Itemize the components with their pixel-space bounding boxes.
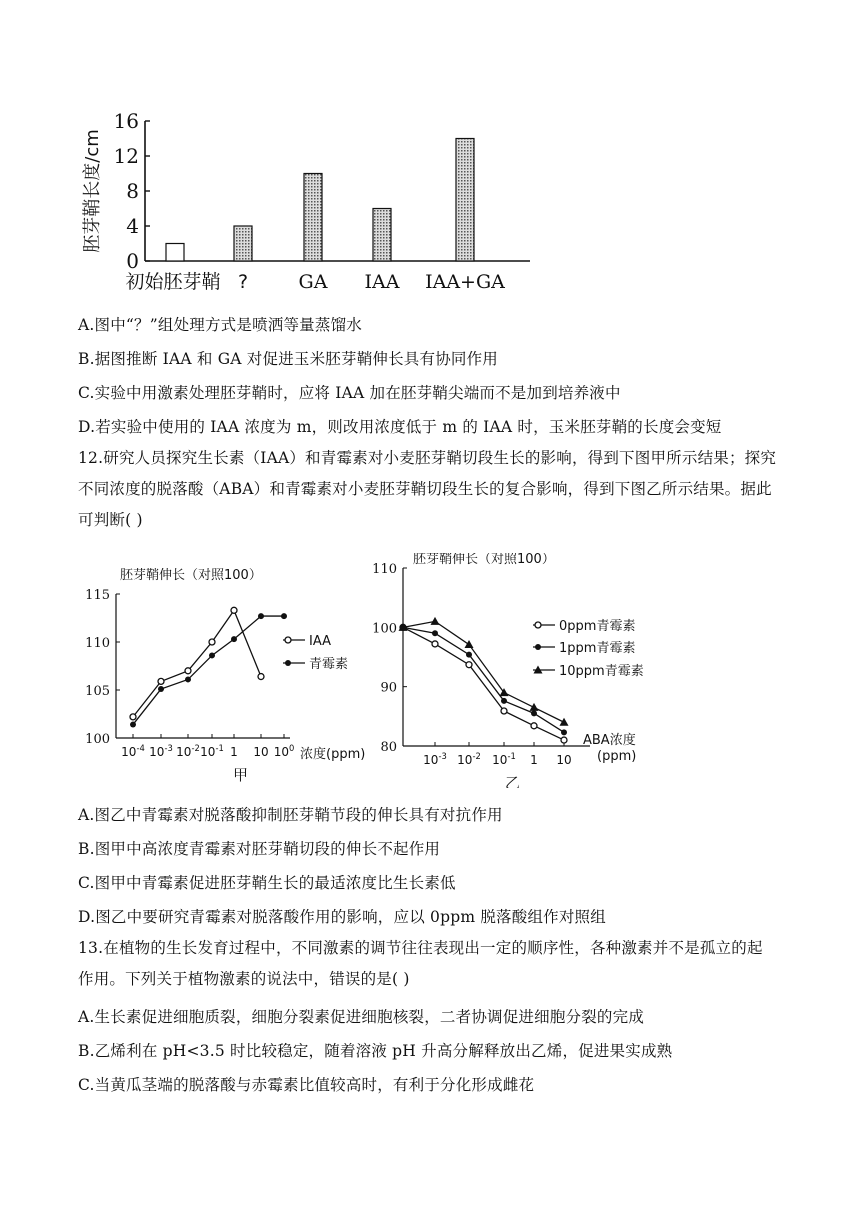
bar <box>304 174 322 262</box>
legend-marker <box>285 637 291 643</box>
y-tick-label: 105 <box>85 684 110 699</box>
y-tick-label: 80 <box>380 740 397 755</box>
panel-label: 甲 <box>233 766 249 784</box>
y-tick-label: 4 <box>126 214 139 238</box>
bar <box>166 244 184 262</box>
legend-label: IAA <box>309 634 331 649</box>
data-point <box>432 630 438 636</box>
panel-label: 乙 <box>505 774 521 788</box>
x-axis-label: ABA浓度 <box>583 733 636 748</box>
x-tick-label: 10 <box>556 753 572 767</box>
data-point <box>465 640 474 648</box>
x-tick-label: $10^{-3}$ <box>423 751 447 767</box>
legend-marker <box>285 660 291 666</box>
q12-stem: 12.研究人员探究生长素（IAA）和青霉素对小麦胚芽鞘切段生长的影响，得到下图甲所示结果；探究不同浓度的脱落酸（ABA）和青霉素对小麦胚芽鞘切段生长的复合影响，得到下图乙所示结果。据此可判断( ) <box>78 449 777 529</box>
x-tick-label: 初始胚芽鞘 <box>125 271 221 293</box>
series-0 <box>400 618 635 743</box>
data-point <box>209 639 215 645</box>
x-tick-label: $10^0$ <box>273 743 295 759</box>
chart-title: 胚芽鞘伸长（对照100） <box>413 553 555 567</box>
q11-option-d: D.若实验中使用的 IAA 浓度为 m，则改用浓度低于 m 的 IAA 时，玉米胚芽鞘的长度会变短 <box>78 418 722 436</box>
chart-title: 胚芽鞘伸长（对照100） <box>120 568 262 583</box>
x-tick-label: 1 <box>530 753 538 767</box>
data-point <box>530 703 539 711</box>
series-line <box>403 627 564 732</box>
q13-option-a: A.生长素促进细胞质裂，细胞分裂素促进细胞核裂，二者协调促进细胞分裂的完成 <box>78 1008 645 1026</box>
data-point <box>130 722 136 728</box>
x-tick-label: $10^{-1}$ <box>200 743 224 759</box>
data-point <box>531 710 537 716</box>
legend-marker <box>535 622 541 628</box>
x-axis-label: 浓度(ppm) <box>300 747 366 762</box>
data-point <box>185 668 191 674</box>
y-tick-label: 16 <box>113 109 139 133</box>
data-point <box>185 676 191 682</box>
q13-option-c: C.当黄瓜茎端的脱落酸与赤霉素比值较高时，有利于分化形成雌花 <box>78 1076 535 1094</box>
line-chart-yi <box>365 553 665 788</box>
data-point <box>281 613 287 619</box>
x-tick-label: $10^{-2}$ <box>457 751 481 767</box>
x-tick-label: 1 <box>230 745 238 759</box>
bar <box>234 226 252 261</box>
data-point <box>561 737 567 743</box>
series-1 <box>130 613 348 727</box>
x-tick-label: $10^{-2}$ <box>176 743 200 759</box>
q13-stem: 13.在植物的生长发育过程中，不同激素的调节往往表现出一定的顺序性，各种激素并不是孤立的起作用。下列关于植物激素的说法中，错误的是( ) <box>78 939 763 988</box>
q12-option-b: B.图甲中高浓度青霉素对胚芽鞘切段的伸长不起作用 <box>78 840 441 858</box>
legend-marker <box>535 644 541 650</box>
series-line <box>403 627 564 740</box>
legend-label: 0ppm青霉素 <box>559 619 636 634</box>
data-point <box>466 662 472 668</box>
data-point <box>431 617 440 625</box>
series-line <box>133 616 284 724</box>
data-point <box>501 708 507 714</box>
line-chart-jia <box>78 568 368 788</box>
data-point <box>531 723 537 729</box>
x-axis-label-unit: (ppm) <box>597 749 637 764</box>
y-tick-label: 110 <box>85 636 110 651</box>
y-tick-label: 0 <box>126 249 139 273</box>
data-point <box>231 607 237 613</box>
y-tick-label: 100 <box>372 621 397 637</box>
data-point <box>466 652 472 658</box>
data-point <box>560 718 569 726</box>
q13-option-b: B.乙烯利在 pH<3.5 时比较稳定，随着溶液 pH 升高分解释放出乙烯，促进果实成熟 <box>78 1042 673 1060</box>
data-point <box>130 714 136 720</box>
bar-chart <box>80 108 540 298</box>
y-tick-label: 100 <box>85 732 110 747</box>
x-tick-label: $10^{-3}$ <box>149 743 173 759</box>
legend-label: 1ppm青霉素 <box>559 641 636 656</box>
y-tick-label: 110 <box>372 562 397 577</box>
bar <box>456 139 474 262</box>
data-point <box>501 698 507 704</box>
data-point <box>158 686 164 692</box>
bar <box>373 209 391 262</box>
q11-option-c: C.实验中用激素处理胚芽鞘时，应将 IAA 加在胚芽鞘尖端而不是加到培养液中 <box>78 384 621 402</box>
legend-label: 青霉素 <box>309 657 349 672</box>
x-tick-label: 10 <box>253 745 269 759</box>
data-point <box>561 729 567 735</box>
data-point <box>432 641 438 647</box>
legend-label: 10ppm青霉素 <box>559 664 644 679</box>
y-tick-label: 90 <box>380 680 397 696</box>
x-tick-label: ? <box>237 271 249 293</box>
y-axis-label: 胚芽鞘长度/cm <box>82 129 103 253</box>
y-tick-label: 12 <box>113 144 139 168</box>
x-tick-label: GA <box>298 271 328 293</box>
q12-option-a: A.图乙中青霉素对脱落酸抑制胚芽鞘节段的伸长具有对抗作用 <box>78 806 503 824</box>
data-point <box>158 678 164 684</box>
y-tick-label: 115 <box>85 588 110 603</box>
x-tick-label: $10^{-4}$ <box>121 743 145 759</box>
data-point <box>231 636 237 642</box>
q11-option-a: A.图中“？”组处理方式是喷洒等量蒸馏水 <box>78 316 362 334</box>
data-point <box>258 613 264 619</box>
q12-option-c: C.图甲中青霉素促进胚芽鞘生长的最适浓度比生长素低 <box>78 874 456 892</box>
data-point <box>209 652 215 658</box>
y-tick-label: 8 <box>126 179 139 203</box>
q12-option-d: D.图乙中要研究青霉素对脱落酸作用的影响，应以 0ppm 脱落酸组作对照组 <box>78 908 606 926</box>
x-tick-label: IAA+GA <box>425 271 505 293</box>
x-tick-label: $10^{-1}$ <box>492 751 516 767</box>
data-point <box>258 674 264 680</box>
x-tick-label: IAA <box>364 271 400 293</box>
q11-option-b: B.据图推断 IAA 和 GA 对促进玉米胚芽鞘伸长具有协同作用 <box>78 350 499 368</box>
